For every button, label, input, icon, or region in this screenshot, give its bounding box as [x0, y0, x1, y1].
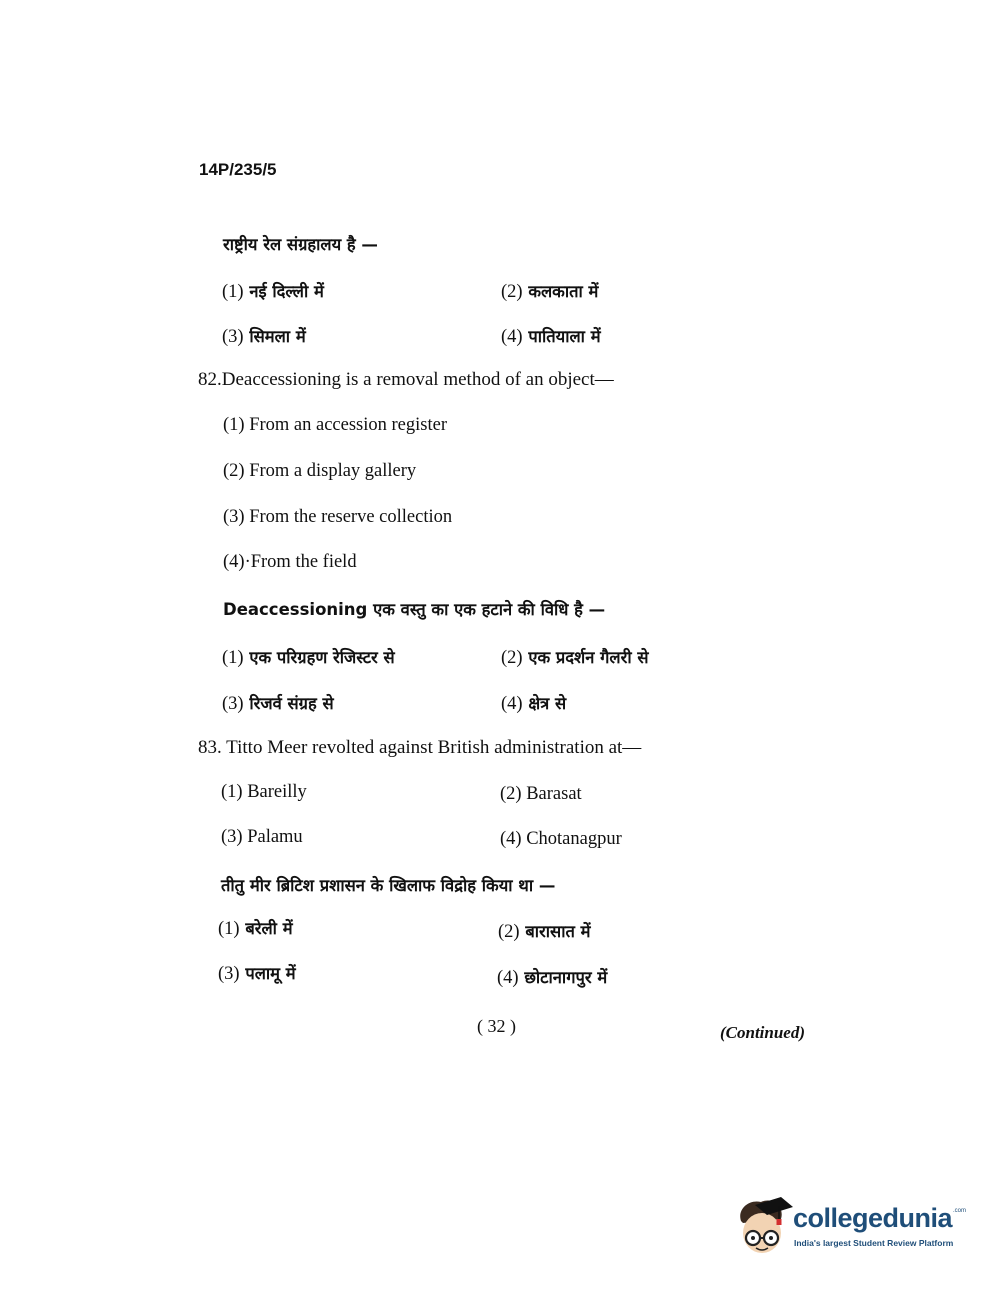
q82-hindi-option-1: (1) एक परिग्रहण रेजिस्टर से — [222, 648, 395, 668]
q83-number: 83. — [198, 737, 222, 758]
q82-option-2: (2) From a display gallery — [223, 461, 417, 481]
q83-option-1: (1) Bareilly — [221, 782, 307, 802]
q81-hindi-stem: राष्ट्रीय रेल संग्रहालय है — — [223, 235, 378, 254]
q82-stem: Deaccessioning is a removal method of an object— — [221, 369, 614, 390]
q83-stem: Titto Meer revolted against British administration at— — [226, 737, 642, 758]
q83-hindi-stem: तीतु मीर ब्रिटिश प्रशासन के खिलाफ विद्रोह किया था — — [221, 876, 556, 895]
q83-option-2: (2) Barasat — [500, 784, 582, 804]
q83-option-3: (3) Palamu — [221, 827, 303, 847]
collegedunia-watermark — [735, 1195, 965, 1265]
brand-name: collegedunia — [793, 1203, 953, 1233]
page-number: ( 32 ) — [477, 1016, 516, 1036]
q83-hindi-option-1: (1) बरेली में — [218, 919, 293, 939]
q82-option-4: (4)·From the field — [223, 552, 357, 572]
paper-code: 14P/235/5 — [199, 160, 277, 179]
q82-hindi-option-2: (2) एक प्रदर्शन गैलरी से — [501, 648, 649, 668]
q83-option-4: (4) Chotanagpur — [500, 829, 622, 849]
q82-option-1: (1) From an accession register — [223, 415, 447, 435]
q82-stem-line — [198, 369, 614, 391]
q82-hindi-option-4: (4) क्षेत्र से — [501, 694, 567, 714]
q82-number: 82. — [198, 369, 222, 390]
q82-hindi-stem: Deaccessioning एक वस्तु का एक हटाने की विधि है — — [223, 600, 606, 619]
q81-hindi-option-3: (3) सिमला में — [222, 327, 306, 347]
brand-domain: .com — [953, 1208, 967, 1214]
q83-hindi-option-3: (3) पलामू में — [218, 964, 296, 984]
q83-hindi-option-2: (2) बारासात में — [498, 922, 591, 942]
mascot-icon — [735, 1195, 795, 1261]
brand-tagline: India's largest Student Review Platform — [794, 1238, 954, 1248]
q82-hindi-option-3: (3) रिजर्व संग्रह से — [222, 694, 334, 714]
q82-option-3: (3) From the reserve collection — [223, 507, 453, 527]
q83-stem-line — [198, 737, 641, 759]
q81-hindi-option-1: (1) नई दिल्ली में — [222, 282, 324, 302]
q81-hindi-option-2: (2) कलकाता में — [501, 282, 599, 302]
continued-label: (Continued) — [720, 1023, 806, 1042]
q81-hindi-option-4: (4) पातियाला में — [501, 327, 601, 347]
q83-hindi-option-4: (4) छोटानागपुर में — [497, 968, 608, 988]
